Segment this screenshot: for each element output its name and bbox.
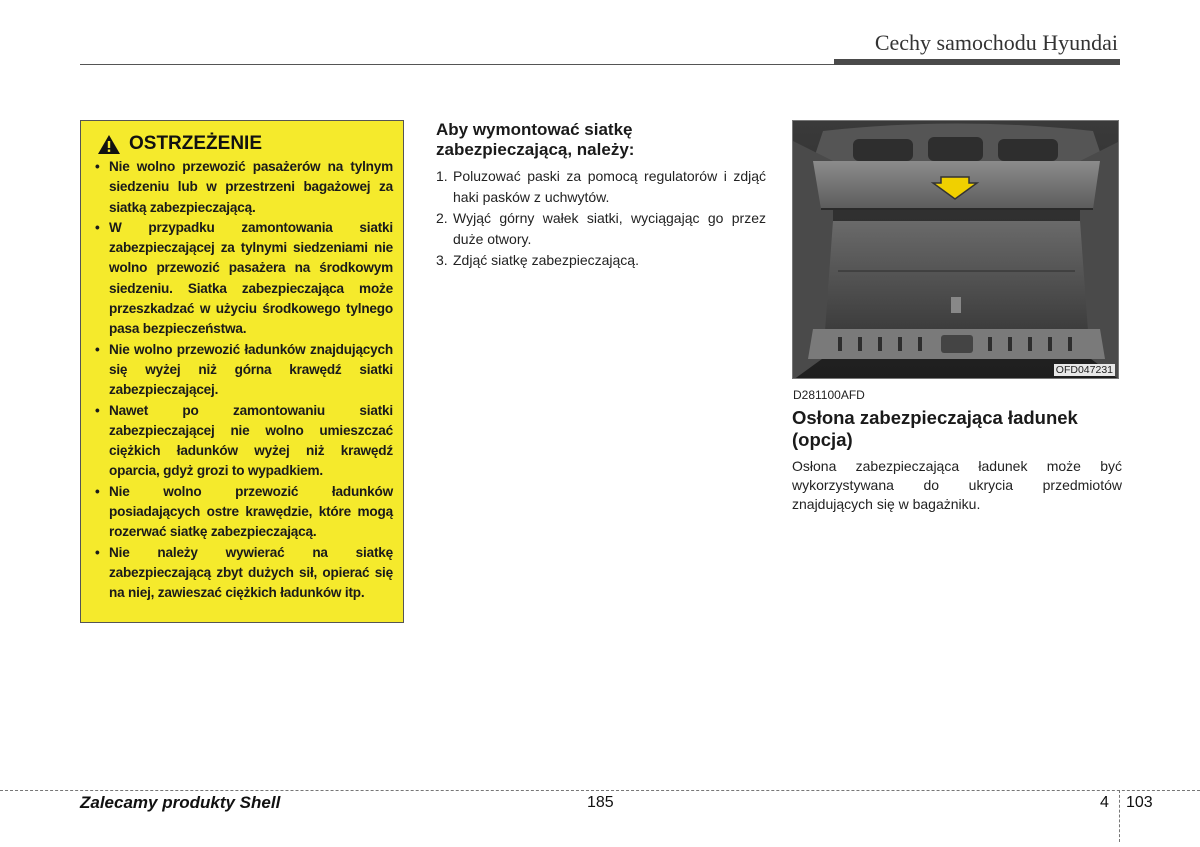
warning-list bbox=[91, 157, 393, 604]
footer-chapter: 4 bbox=[1100, 794, 1109, 811]
step-number: 3. bbox=[436, 252, 448, 268]
removal-steps bbox=[436, 166, 766, 271]
warning-item: • W przypadku zamontowania siatki zabezpieczającej za tylnymi siedzeniami nie wolno przewozić pasażera na środkowym siedzeniu. Siatka zabezpieczająca może przeszkadzać w użyciu środkowego tylnego pasa bezpieczeństwa. bbox=[91, 218, 393, 340]
warning-title bbox=[97, 133, 393, 155]
step-text: Zdjąć siatkę zabezpieczającą. bbox=[453, 252, 639, 268]
cargo-area-illustration bbox=[793, 121, 1119, 379]
warning-title-text: OSTRZEŻENIE bbox=[129, 133, 263, 154]
warning-box bbox=[80, 120, 404, 623]
removal-section bbox=[436, 120, 766, 271]
step-text: Poluzować paski za pomocą regulatorów i zdjąć haki pasków z uchwytów. bbox=[453, 168, 766, 205]
cargo-photo bbox=[792, 120, 1119, 379]
removal-step bbox=[436, 250, 766, 271]
header-bar bbox=[834, 59, 1120, 65]
section-heading: Osłona zabezpieczająca ładunek (opcja) bbox=[792, 407, 1078, 450]
warning-item: • Nawet po zamontowaniu siatki zabezpieczającej nie wolno umieszczać ciężkich ładunków wyżej niż krawędź oparcia, gdyż grozi to wypadkiem. bbox=[91, 401, 393, 482]
step-number: 1. bbox=[436, 168, 448, 184]
step-text: Wyjąć górny wałek siatki, wyciągając go przez duże otwory. bbox=[453, 210, 766, 247]
footer-rule bbox=[0, 790, 1200, 791]
footer-page-number: 103 bbox=[1126, 794, 1153, 811]
warning-item: • Nie wolno przewozić pasażerów na tylnym siedzeniu lub w przestrzeni bagażowej za siatką zabezpieczającą. bbox=[91, 157, 393, 218]
footer-divider bbox=[1119, 790, 1120, 842]
footer-slogan: Zalecamy produkty Shell bbox=[80, 793, 281, 812]
figure-code: OFD047231 bbox=[1055, 364, 1113, 376]
warning-item: • Nie wolno przewozić ładunków posiadających ostre krawędzie, które mogą rozerwać siatkę zabezpieczającą. bbox=[91, 482, 393, 543]
removal-step bbox=[436, 166, 766, 208]
removal-heading: Aby wymontować siatkę zabezpieczającą, należy: bbox=[436, 120, 635, 159]
footer-center-number: 185 bbox=[587, 794, 614, 811]
warning-triangle-icon bbox=[97, 134, 121, 155]
warning-item: • Nie należy wywierać na siatkę zabezpieczającą zbyt dużych sił, opierać się na niej, zawieszać ciężkich ładunków itp. bbox=[91, 543, 393, 604]
header-title: Cechy samochodu Hyundai bbox=[874, 30, 1118, 55]
step-number: 2. bbox=[436, 210, 448, 226]
warning-item: • Nie wolno przewozić ładunków znajdujących się wyżej niż górna krawędź siatki zabezpieczającej. bbox=[91, 340, 393, 401]
removal-step bbox=[436, 208, 766, 250]
section-code: D281100AFD bbox=[793, 388, 865, 402]
section-body: Osłona zabezpieczająca ładunek może być wykorzystywana do ukrycia przedmiotów znajdujących się w bagażniku. bbox=[792, 458, 1122, 512]
